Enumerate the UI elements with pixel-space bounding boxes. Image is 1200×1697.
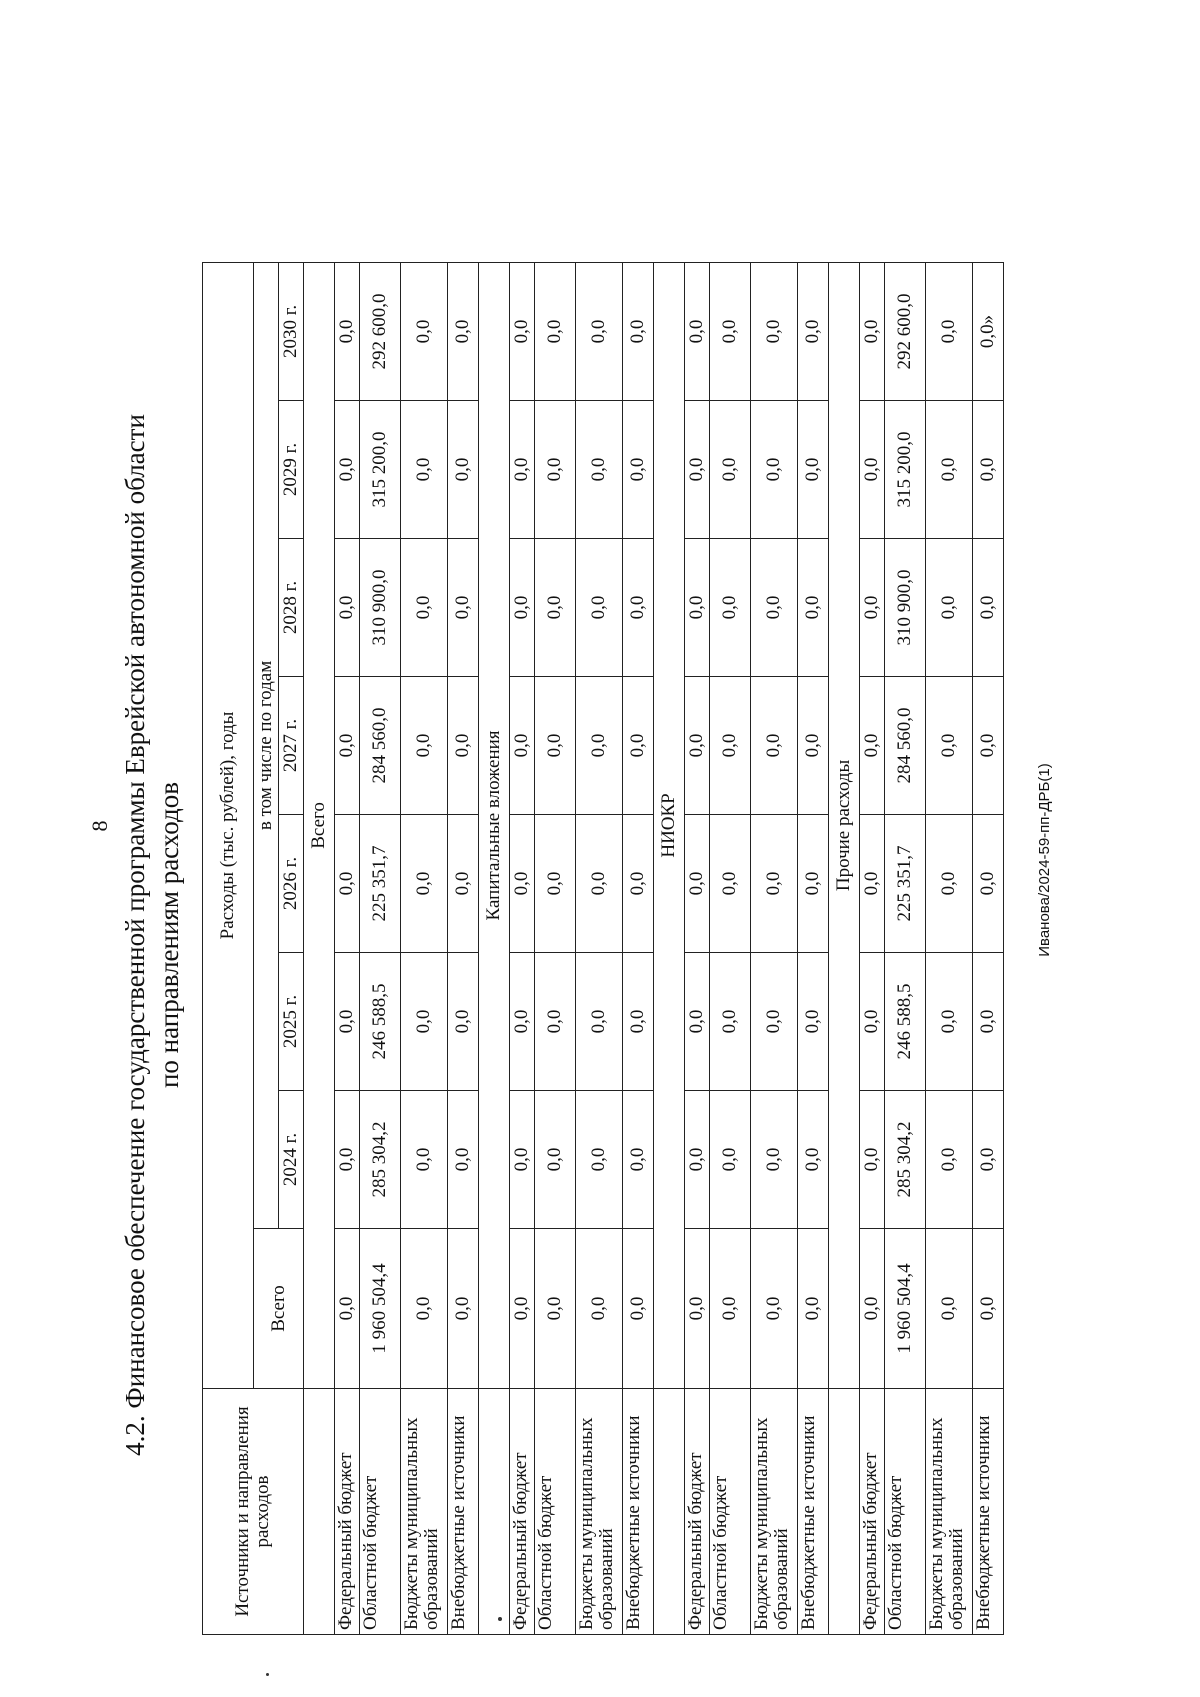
year-value-cell: 0,0 <box>535 262 576 400</box>
year-value-cell: 310 900,0 <box>885 539 926 677</box>
year-value-cell: 246 588,5 <box>360 953 401 1091</box>
year-value-cell: 0,0 <box>685 539 710 677</box>
year-value-cell: 284 560,0 <box>885 677 926 815</box>
year-value-cell: 0,0 <box>751 539 798 677</box>
year-value-cell: 0,0 <box>798 262 829 400</box>
table-row <box>973 262 1004 1634</box>
year-value-cell: 0,0 <box>860 262 885 400</box>
year-value-cell: 0,0 <box>535 953 576 1091</box>
year-value-cell: 0,0 <box>860 539 885 677</box>
year-value-cell: 0,0 <box>973 401 1004 539</box>
table-row <box>360 262 401 1634</box>
document-code: Иванова/2024-59-пп-ДРБ(1) <box>1036 763 1053 957</box>
year-value-cell: 0,0 <box>710 1091 751 1229</box>
section-title: Капитальные вложения <box>479 262 510 1388</box>
year-value-cell: 0,0 <box>401 815 448 953</box>
year-value-cell: 0,0 <box>576 677 623 815</box>
page-number: 8 <box>87 820 112 832</box>
year-value-cell: 0,0 <box>448 262 479 400</box>
total-cell: 0,0 <box>751 1229 798 1389</box>
year-value-cell: 0,0 <box>335 953 360 1091</box>
year-value-cell: 315 200,0 <box>360 401 401 539</box>
year-value-cell: 0,0 <box>401 262 448 400</box>
year-value-cell: 0,0 <box>448 1091 479 1229</box>
table-row <box>576 262 623 1634</box>
year-value-cell: 0,0 <box>448 953 479 1091</box>
year-value-cell: 0,0 <box>510 1091 535 1229</box>
table-row <box>401 262 448 1634</box>
section-row <box>654 262 685 1634</box>
year-value-cell: 0,0 <box>973 953 1004 1091</box>
year-value-cell: 0,0 <box>860 953 885 1091</box>
expenses-table <box>202 262 1004 1635</box>
year-value-cell: 0,0 <box>535 815 576 953</box>
year-value-cell: 0,0 <box>973 815 1004 953</box>
section-row <box>479 262 510 1634</box>
year-value-cell: 0,0 <box>401 1091 448 1229</box>
source-label: Областной бюджет <box>885 1389 926 1635</box>
source-label: Федеральный бюджет <box>335 1389 360 1635</box>
year-value-cell: 0,0 <box>860 401 885 539</box>
table-row <box>860 262 885 1634</box>
year-value-cell: 0,0 <box>798 401 829 539</box>
total-cell: 0,0 <box>623 1229 654 1389</box>
table-row <box>510 262 535 1634</box>
year-value-cell: 0,0 <box>623 401 654 539</box>
year-value-cell: 0,0 <box>623 262 654 400</box>
year-value-cell: 0,0 <box>710 677 751 815</box>
total-cell: 0,0 <box>798 1229 829 1389</box>
year-value-cell: 0,0 <box>685 815 710 953</box>
header-total: Всего <box>254 1229 304 1389</box>
year-value-cell: 0,0 <box>926 539 973 677</box>
year-value-cell: 0,0 <box>401 677 448 815</box>
year-value-cell: 0,0 <box>335 815 360 953</box>
source-label: Внебюджетные источники <box>973 1389 1004 1635</box>
source-label: Внебюджетные источники <box>623 1389 654 1635</box>
year-value-cell: 0,0 <box>576 262 623 400</box>
year-value-cell: 0,0 <box>926 401 973 539</box>
total-cell: 0,0 <box>860 1229 885 1389</box>
table-row <box>335 262 360 1634</box>
year-value-cell: 225 351,7 <box>360 815 401 953</box>
total-cell: 0,0 <box>926 1229 973 1389</box>
year-value-cell: 0,0 <box>510 815 535 953</box>
rotated-content <box>110 235 1110 1635</box>
source-label: Бюджеты муниципальных образований <box>751 1389 798 1635</box>
source-label: Федеральный бюджет <box>510 1389 535 1635</box>
year-value-cell: 0,0 <box>510 262 535 400</box>
year-value-cell: 0,0 <box>335 677 360 815</box>
section-blank-cell <box>479 1389 510 1635</box>
total-cell: 0,0 <box>401 1229 448 1389</box>
year-value-cell: 0,0 <box>685 953 710 1091</box>
table-row <box>926 262 973 1634</box>
title-line-1: 4.2. Финансовое обеспечение государственной программы Еврейской автономной области <box>120 414 150 1456</box>
total-cell: 0,0 <box>973 1229 1004 1389</box>
year-value-cell: 0,0 <box>335 539 360 677</box>
year-value-cell: 0,0 <box>535 539 576 677</box>
source-label: Внебюджетные источники <box>798 1389 829 1635</box>
source-label: Внебюджетные источники <box>448 1389 479 1635</box>
section-title: Прочие расходы <box>829 262 860 1388</box>
total-cell: 1 960 504,4 <box>885 1229 926 1389</box>
year-value-cell: 284 560,0 <box>360 677 401 815</box>
year-value-cell: 0,0 <box>926 677 973 815</box>
year-value-cell: 0,0 <box>535 401 576 539</box>
header-year: 2025 г. <box>279 953 304 1091</box>
section-title: Всего <box>304 262 335 1388</box>
year-value-cell: 0,0 <box>926 953 973 1091</box>
source-label: Областной бюджет <box>535 1389 576 1635</box>
year-value-cell: 246 588,5 <box>885 953 926 1091</box>
year-value-cell: 0,0 <box>926 262 973 400</box>
year-value-cell: 0,0 <box>335 401 360 539</box>
total-cell: 0,0 <box>448 1229 479 1389</box>
year-value-cell: 0,0 <box>576 953 623 1091</box>
total-cell: 0,0 <box>535 1229 576 1389</box>
table-body <box>304 262 1004 1634</box>
year-value-cell: 0,0 <box>860 1091 885 1229</box>
year-value-cell: 0,0 <box>576 401 623 539</box>
year-value-cell: 0,0 <box>535 677 576 815</box>
year-value-cell: 0,0 <box>510 539 535 677</box>
header-source: Источники и направления расходов <box>203 1389 304 1635</box>
year-value-cell: 0,0 <box>576 1091 623 1229</box>
year-value-cell: 0,0 <box>576 539 623 677</box>
year-value-cell: 0,0 <box>798 953 829 1091</box>
source-label: Бюджеты муниципальных образований <box>926 1389 973 1635</box>
year-value-cell: 315 200,0 <box>885 401 926 539</box>
header-by-years: в том числе по годам <box>254 262 279 1228</box>
year-value-cell: 0,0 <box>926 1091 973 1229</box>
year-value-cell: 0,0 <box>751 262 798 400</box>
source-label: Федеральный бюджет <box>685 1389 710 1635</box>
document-title <box>110 235 193 1635</box>
year-value-cell: 285 304,2 <box>885 1091 926 1229</box>
year-value-cell: 0,0 <box>710 953 751 1091</box>
year-value-cell: 0,0 <box>448 677 479 815</box>
source-label: Бюджеты муниципальных образований <box>401 1389 448 1635</box>
year-value-cell: 0,0 <box>401 953 448 1091</box>
total-cell: 1 960 504,4 <box>360 1229 401 1389</box>
year-value-cell: 0,0 <box>751 1091 798 1229</box>
table-row <box>885 262 926 1634</box>
year-value-cell: 0,0 <box>860 677 885 815</box>
total-cell: 0,0 <box>710 1229 751 1389</box>
year-value-cell: 0,0 <box>798 1091 829 1229</box>
section-row <box>829 262 860 1634</box>
year-value-cell: 0,0 <box>798 539 829 677</box>
year-value-cell: 225 351,7 <box>885 815 926 953</box>
year-value-cell: 0,0 <box>710 262 751 400</box>
header-year: 2026 г. <box>279 815 304 953</box>
year-value-cell: 0,0 <box>623 677 654 815</box>
total-cell: 0,0 <box>335 1229 360 1389</box>
year-value-cell: 0,0 <box>448 539 479 677</box>
section-blank-cell <box>654 1389 685 1635</box>
scan-speck <box>266 1673 269 1676</box>
year-value-cell: 0,0 <box>401 401 448 539</box>
year-value-cell: 292 600,0 <box>885 262 926 400</box>
section-blank-cell <box>304 1389 335 1635</box>
year-value-cell: 0,0 <box>623 539 654 677</box>
year-value-cell: 0,0 <box>926 815 973 953</box>
year-value-cell: 0,0 <box>335 262 360 400</box>
year-value-cell: 0,0 <box>973 539 1004 677</box>
table-row <box>535 262 576 1634</box>
year-value-cell: 0,0 <box>798 677 829 815</box>
year-value-cell: 0,0 <box>401 539 448 677</box>
table-row <box>623 262 654 1634</box>
year-value-cell: 0,0 <box>973 677 1004 815</box>
source-label: Областной бюджет <box>710 1389 751 1635</box>
year-value-cell: 0,0 <box>973 1091 1004 1229</box>
year-value-cell: 0,0 <box>623 815 654 953</box>
header-expenses-group: Расходы (тыс. рублей), годы <box>203 262 254 1388</box>
title-line-2: по направлениям расходов <box>154 782 184 1089</box>
section-title: НИОКР <box>654 262 685 1388</box>
source-label: Областной бюджет <box>360 1389 401 1635</box>
year-value-cell: 0,0 <box>710 539 751 677</box>
year-value-cell: 0,0 <box>685 677 710 815</box>
year-value-cell: 0,0 <box>710 815 751 953</box>
header-year: 2027 г. <box>279 677 304 815</box>
year-value-cell: 0,0 <box>685 401 710 539</box>
year-value-cell: 0,0 <box>798 815 829 953</box>
year-value-cell: 0,0 <box>710 401 751 539</box>
section-blank-cell <box>829 1389 860 1635</box>
year-value-cell: 0,0 <box>510 677 535 815</box>
year-value-cell: 0,0 <box>623 1091 654 1229</box>
header-year: 2030 г. <box>279 262 304 400</box>
year-value-cell: 0,0 <box>751 953 798 1091</box>
source-label: Бюджеты муниципальных образований <box>576 1389 623 1635</box>
source-label: Федеральный бюджет <box>860 1389 885 1635</box>
table-row <box>685 262 710 1634</box>
year-value-cell: 310 900,0 <box>360 539 401 677</box>
year-value-cell: 0,0 <box>685 1091 710 1229</box>
year-value-cell: 0,0 <box>751 677 798 815</box>
year-value-cell: 0,0 <box>685 262 710 400</box>
year-value-cell: 0,0 <box>751 401 798 539</box>
year-value-cell: 285 304,2 <box>360 1091 401 1229</box>
table-row <box>710 262 751 1634</box>
header-year: 2024 г. <box>279 1091 304 1229</box>
table-row <box>448 262 479 1634</box>
total-cell: 0,0 <box>576 1229 623 1389</box>
header-year: 2029 г. <box>279 401 304 539</box>
table-row <box>798 262 829 1634</box>
year-value-cell: 0,0 <box>448 815 479 953</box>
total-cell: 0,0 <box>685 1229 710 1389</box>
year-value-cell: 0,0 <box>860 815 885 953</box>
header-year: 2028 г. <box>279 539 304 677</box>
year-value-cell: 0,0 <box>510 953 535 1091</box>
year-value-cell: 0,0 <box>448 401 479 539</box>
year-value-cell: 0,0 <box>576 815 623 953</box>
table-row <box>751 262 798 1634</box>
year-value-cell: 0,0 <box>510 401 535 539</box>
year-value-cell: 292 600,0 <box>360 262 401 400</box>
year-value-cell: 0,0 <box>335 1091 360 1229</box>
section-row <box>304 262 335 1634</box>
year-value-cell: 0,0» <box>973 262 1004 400</box>
year-value-cell: 0,0 <box>751 815 798 953</box>
total-cell: 0,0 <box>510 1229 535 1389</box>
year-value-cell: 0,0 <box>535 1091 576 1229</box>
year-value-cell: 0,0 <box>623 953 654 1091</box>
